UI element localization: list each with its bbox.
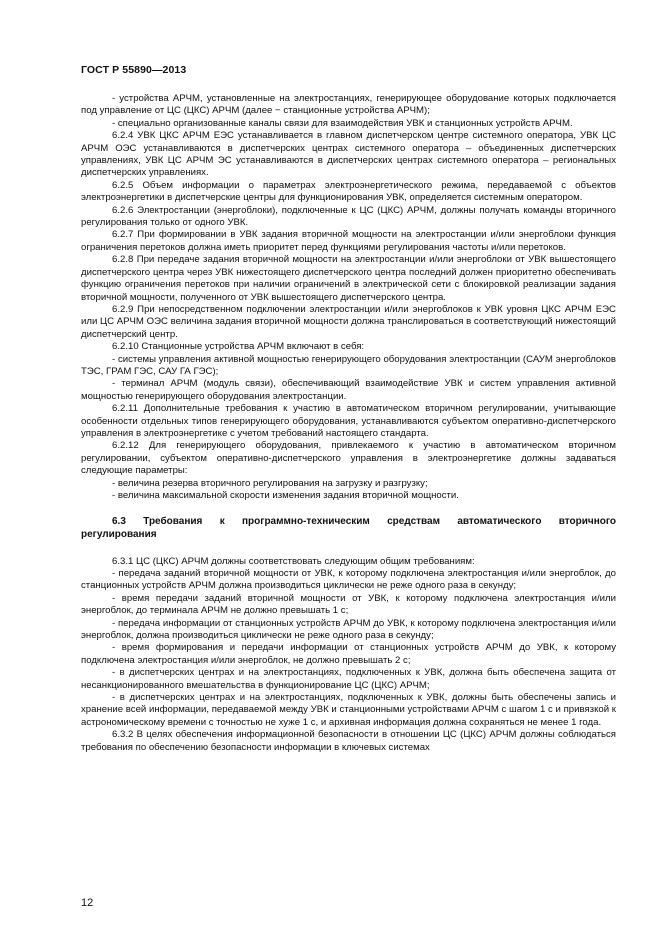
list-item: - терминал АРЧМ (модуль связи), обеспечивающий взаимодействие УВК и систем управления активной мощностью генерирующего оборудования электростанции. [81,378,616,402]
clause-6-2-9: 6.2.9 При непосредственном подключении электростанции и/или энергоблоков к УВК уровня ЦКС АРЧМ ЕЭС или ЦС АРЧМ ОЭС величина задания вторичной мощности должна транслироваться в соответствующий нижестоящий диспетчерский центр. [81,303,616,340]
clause-6-2-10: 6.2.10 Станционные устройства АРЧМ включают в себя: [112,341,365,353]
clause-6-3-2: 6.3.2 В целях обеспечения информационной безопасности в отношении ЦС (ЦКС) АРЧМ должны соблюдаться требования по обеспечению безопасности информации в ключевых системах [81,729,616,753]
page-number: 12 [81,897,94,909]
clause-6-2-5: 6.2.5 Объем информации о параметрах электроэнергетического режима, передаваемой с объектов электроэнергетики в диспетчерские центры для функционирования УВК, определяется системным оператором. [81,179,616,204]
list-item: - величина резерва вторичного регулирования на загрузку и разгрузку; [112,477,428,489]
standard-header: ГОСТ Р 55890—2013 [81,64,187,76]
paragraph: - устройства АРЧМ, установленные на электростанциях, генерирующее оборудование которых подключается под управление от ЦС (ЦКС) АРЧМ (далее − станционные устройства АРЧМ); [81,93,616,117]
paragraph: - специально организованные каналы связи для взаимодействия УВК и станционных устройств АРЧМ. [112,117,573,129]
list-item: - системы управления активной мощностью генерирующего оборудования электростанции (САУМ энергоблоков ТЭС, ГРАМ ГЭС, САУ ГА ГЭС); [81,353,616,377]
clause-6-2-12: 6.2.12 Для генерирующего оборудования, привлекаемого к участию в автоматическом вторичном регулировании, субъектом оперативно-диспетчерского управления в электроэнергетике должны задаваться следующие параметры: [81,440,616,477]
clause-6-2-6: 6.2.6 Электростанции (энергоблоки), подключенные к ЦС (ЦКС) АРЧМ, должны получать команды вторичного регулирования только от одного УВК. [81,204,616,229]
section-heading-6-3: 6.3 Требования к программно-техническим средствам автоматического вторичного регулирования [81,516,616,540]
list-item: - в диспетчерских центрах и на электростанциях, подключенных к УВК, должна быть обеспечена защита от несанкционированного вмешательства в функционирование ЦС (ЦКС) АРЧМ; [81,667,616,691]
list-item: - передача информации от станционных устройств АРЧМ до УВК, к которому подключена электростанция и/или энергоблок, должна производиться циклически не реже одного раза в секунду; [81,617,616,642]
document-body [81,93,616,754]
clause-6-2-4: 6.2.4 УВК ЦКС АРЧМ ЕЭС устанавливается в главном диспетчерском центре системного оператора, УВК ЦС АРЧМ ОЭС устанавливаются в диспетчерских центрах системного оператора – объединенных диспетчерских управлениях, УВК ЦС АРЧМ ЭС устанавливаются в диспетчерских центрах системного оператора – региональных диспетчерских управлениях. [81,130,616,179]
clause-6-2-7: 6.2.7 При формировании в УВК задания вторичной мощности на электростанции и/или энергоблоки функция ограничения перетоков должна иметь приоритет перед функциями регулирования частоты и/или перетоков. [81,229,616,253]
list-item: - время передачи заданий вторичной мощности от УВК, к которому подключена электростанция и/или энергоблок, до терминала АРЧМ не должно превышать 1 с; [81,592,616,617]
list-item: - передача заданий вторичной мощности от УВК, к которому подключена электростанция и/или энергоблок, до станционных устройств АРЧМ должна производиться циклически не реже одного раза в секунду; [81,568,616,592]
clause-6-3-1: 6.3.1 ЦС (ЦКС) АРЧМ должны соответствовать следующим общим требованиям: [112,555,475,567]
list-item: - величина максимальной скорости изменения задания вторичной мощности. [112,490,459,501]
list-item: - в диспетчерских центрах и на электростанциях, подключенных к УВК, должны быть обеспечены запись и хранение всей информации, передаваемой между УВК и станционными устройствами АРЧМ с шагом 1 с и привязкой к астрономическому времени с точностью не хуже 1 с, и архивная информация должна сохраняться не менее 1 года. [81,692,616,728]
clause-6-2-8: 6.2.8 При передаче задания вторичной мощности на электростанции и/или энергоблоки от УВК вышестоящего диспетчерского центра через УВК нижестоящего диспетчерского центра последний должен приоритетно обеспечивать функцию ограничения перетоков при наличии ограничений в электрической сети с блокировкой реализации задания вторичной мощности, полученного от УВК вышестоящего диспетчерского центра. [81,254,616,303]
list-item: - время формирования и передачи информации от станционных устройств АРЧМ до УВК, к которому подключена электростанция и/или энергоблок, не должно превышать 2 с; [81,642,616,666]
clause-6-2-11: 6.2.11 Дополнительные требования к участию в автоматическом вторичном регулировании, учитывающие особенности отдельных типов генерирующего оборудования, устанавливаются субъектом оперативно-диспетчерского управления в электроэнергетике с учетом требований настоящего стандарта. [81,403,616,439]
